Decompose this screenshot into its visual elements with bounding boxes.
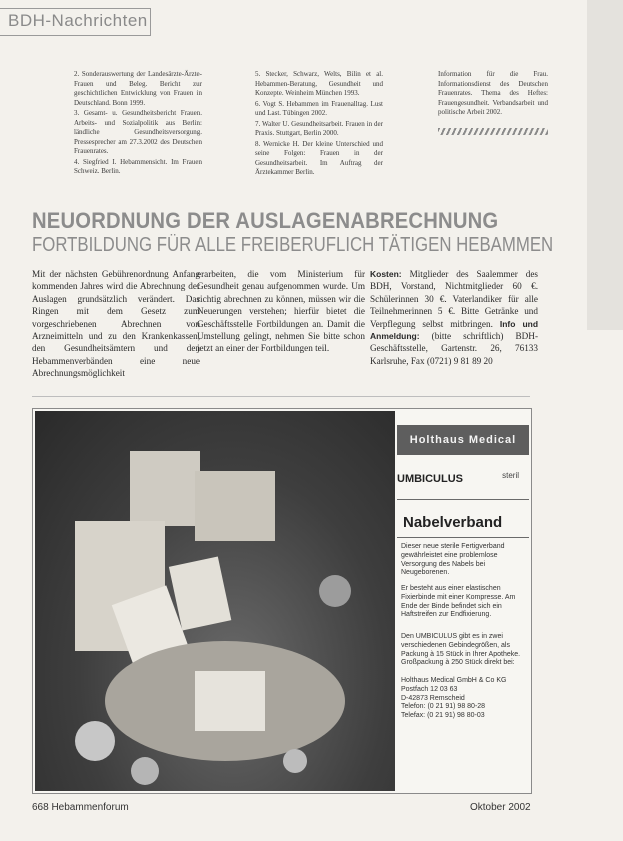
page-edge (587, 0, 623, 330)
reference-item: 6. Vogt S. Hebammen im Frauenalltag. Lust und Last. Tübingen 2002. (255, 99, 383, 117)
article-body: Mit der nächsten Gebührenordnung Anfang kommenden Jahres wird die Abrechnung der Auslagen grundsätzlich verändert. Das Ringen mit dem Gesetz zum vorgeschriebenen Abrechnen von Arzneimitteln und zu den Krankenkassen, den Gesundheitsämtern und den Hebammenverbänden eine neue Abrechnungsmöglichkeit (32, 269, 200, 379)
article-title: NEUORDNUNG DER AUSLAGENABRECHNUNG (32, 208, 499, 233)
product-category: Nabelverband (403, 514, 503, 531)
advertisement (32, 408, 532, 794)
baby-photo-illustration (35, 411, 395, 791)
reference-item: 8. Wernicke H. Der kleine Unterschied und seine Folgen: Frauen in der Gesundheitsarbeit. Im Auftrag der Ärztekammer Berlin. (255, 139, 383, 176)
article-body: erarbeiten, die vom Ministerium für Gesundheit genau aufgenommen wurde. Um richtig abrechnen zu können, müssen wir die Neuerungen verstehen; hierfür bietet die Geschäftsstelle Fortbildungen an. Damit die Umstellung gelingt, nehmen Sie bitte schon jetzt an einer der Fortbildungen teil. (197, 269, 365, 354)
references-column-3 (438, 70, 548, 119)
article-column-2 (197, 268, 365, 355)
product-name: UMBICULUS (397, 473, 463, 485)
divider (32, 396, 530, 397)
ad-divider (397, 537, 529, 538)
ad-photo (35, 411, 395, 791)
footer-page-label: 668 Hebammenforum (32, 802, 129, 813)
article-column-3 (370, 268, 538, 367)
ad-text-block (401, 633, 527, 668)
product-box (195, 471, 275, 541)
ad-address (401, 677, 527, 721)
references-column-2 (255, 70, 383, 179)
hatch-divider (438, 128, 548, 135)
section-title: BDH-Nachrichten (8, 11, 148, 30)
reference-item: 7. Walter U. Gesundheitsarbeit. Frauen in der Praxis. Stuttgart, Berlin 2000. (255, 119, 383, 137)
blanket-pattern (131, 757, 159, 785)
ad-paragraph: Den UMBICULUS gibt es in zwei verschiedenen Gebindegrößen, als Packung à 15 Stück in Ihrer Apotheke. Großpackung à 250 Stück direkt bei: (401, 633, 521, 667)
article-subtitle: FORTBILDUNG FÜR ALLE FREIBERUFLICH TÄTIGEN HEBAMMEN (32, 234, 554, 256)
ad-divider (397, 499, 529, 500)
address-line: Postfach 12 03 63 (401, 685, 458, 693)
sterile-label: steril (502, 471, 519, 480)
kosten-label: Kosten: (370, 269, 402, 279)
reference-item: 5. Stecker, Schwarz, Welts, Bilin et al. Hebammen-Beratung, Gesundheit und Konzepte. Weinheim München 1993. (255, 70, 383, 97)
ad-text-block (401, 585, 527, 620)
ad-paragraph: Dieser neue sterile Fertigverband gewährleistet eine problemlose Versorgung des Nabels bei Neugeborenen. (401, 543, 505, 577)
info-label: Info und Anmeldung: (370, 318, 539, 342)
reference-item: 2. Sonderauswertung der Landesärzte-Ärzte-Frauen und Beleg. Bericht zur geschichtlichen Entwicklung von Frauen in Deutschland. Bonn 1999. (74, 70, 202, 107)
reference-item: 4. Siegfried I. Hebammensicht. Im Frauen Schweiz. Berlin. (74, 157, 202, 175)
reference-item: 3. Gesamt- u. Gesundheitsbericht Frauen. Arbeits- und Sozialpolitik aus Berlin: ländliche Gesundheitsversorgung. Pressesprecher am 27.3.2002 des Deutschen Frauenrates. (74, 109, 202, 155)
article-column-1 (32, 268, 200, 380)
address-line: D-42873 Remscheid (401, 694, 465, 702)
blanket-pattern (319, 575, 351, 607)
ad-text-block (401, 543, 527, 578)
ad-paragraph: Er besteht aus einer elastischen Fixierbinde mit einer Kompresse. Am Ende der Binde befindet sich ein Haftstreifen zur Endfixierung. (401, 585, 516, 619)
references-column-1 (74, 70, 202, 178)
address-line: Holthaus Medical GmbH & Co KG (401, 677, 507, 684)
info-text: (bitte schriftlich) BDH-Geschäftsstelle, Gartenstr. 26, 76133 Karlsruhe, Fax (0721) 9 81 89 20 (370, 331, 539, 366)
product-box (130, 451, 200, 526)
blanket-pattern (283, 749, 307, 773)
section-header (0, 8, 151, 36)
navel-bandage (195, 671, 265, 731)
reference-item: Information für die Frau. Informationsdienst des Deutschen Frauenrates. Thema des Heftes: Frauengesundheit. Verbandsarbeit und politische Arbeit 2002. (438, 70, 548, 116)
address-line: Telefax: (0 21 91) 98 80-03 (401, 712, 485, 720)
footer-date: Oktober 2002 (470, 802, 531, 813)
kosten-text: Mitglieder des Saalemmer des BDH, Vorstand, Nichtmitglieder 60 €. Schülerinnen 30 €. Vaterlandiker für alle Teilnehmerinnen 5 €. Bitte Getränke und Verpflegung selbst mitbringen. (370, 269, 538, 329)
blanket-pattern (75, 721, 115, 761)
product-row (397, 469, 529, 487)
brand-banner: Holthaus Medical (397, 425, 529, 455)
address-line: Telefon: (0 21 91) 98 80-28 (401, 703, 486, 711)
